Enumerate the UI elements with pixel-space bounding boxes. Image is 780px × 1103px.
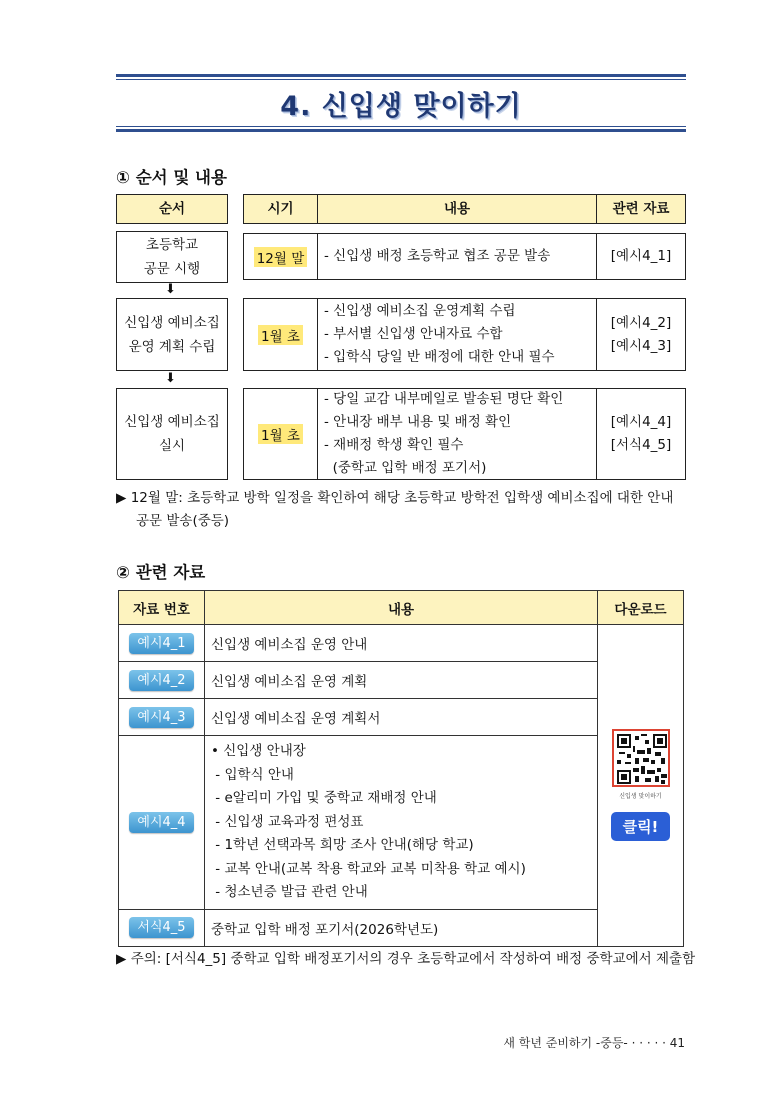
material-link[interactable]: 예시4_2 [129,670,193,691]
title-rule [116,79,686,80]
step-row [243,388,686,480]
desc-line: - 신입생 교육과정 편성표 [211,813,364,830]
section2-heading: ② 관련 자료 [116,563,206,582]
content-line: - 안내장 배부 내용 및 배정 확인 [324,414,512,430]
material-desc: 신입생 예비소집 운영 안내 [205,625,598,662]
step-name-line: 운영 계획 수립 [128,338,216,355]
header-content: 내용 [317,194,597,224]
section1-note [116,487,688,533]
material-link[interactable]: 예시4_1 [129,633,193,654]
time-highlight: 1월 초 [258,325,303,345]
step-time [244,234,318,279]
step-row [243,298,686,371]
step-name-line: 신입생 예비소집 [124,414,220,430]
header-content: 내용 [205,591,598,625]
content-line: (중학교 입학 배정 포기서) [324,460,487,476]
step-refs [597,299,685,370]
desc-line: - 청소년증 발급 관련 안내 [211,884,368,900]
step-content [318,234,597,279]
content-line: - 부서별 신입생 안내자료 수합 [324,326,503,342]
step-content [318,299,597,370]
material-desc [205,736,598,910]
step-name-line: 신입생 예비소집 [124,314,220,331]
table-row [119,625,684,662]
ref-item: [예시4_3] [610,337,672,354]
step-name [116,298,228,371]
section2-note [116,948,706,971]
step-row [243,233,686,280]
content-line: - 신입생 예비소집 운영계획 수립 [324,303,516,319]
ref-item: [서식4_5] [610,437,672,453]
step-name [116,388,228,480]
ref-item: [예시4_1] [610,248,672,264]
time-highlight: 12월 말 [254,247,308,267]
desc-line: - 입학식 안내 [211,766,294,783]
step-refs [597,389,685,479]
qr-caption: 신입생 맞이하기 [619,793,662,801]
material-desc: 신입생 예비소집 운영 계획서 [205,699,598,736]
content-line: - 입학식 당일 반 배정에 대한 안내 필수 [324,349,555,365]
step-name [116,231,228,283]
material-link[interactable]: 예시4_4 [129,812,193,833]
step-name-line: 초등학교 [145,237,199,253]
title-rule [116,74,686,77]
step-time [244,299,318,370]
header-download: 다운로드 [598,591,684,625]
material-link[interactable]: 예시4_3 [129,707,193,728]
note-text: 12월 말: 초등학교 방학 일정을 확인하여 해당 초등학교 방학전 입학생 예비소집에 대한 안내 [130,490,674,506]
title-rule [116,126,686,127]
time-highlight: 1월 초 [258,424,303,444]
qr-code-icon[interactable] [612,729,670,787]
content-line: - 신입생 배정 초등학교 협조 공문 발송 [324,248,551,264]
desc-line: - 교복 안내(교복 착용 학교와 교복 미착용 학교 예시) [211,860,526,877]
ref-item: [예시4_4] [610,414,672,430]
qr-code-graphic [617,734,667,784]
header-order: 순서 [116,194,228,224]
desc-line: - 1학년 선택과목 희망 조사 안내(해당 학교) [211,837,474,853]
header-time: 시기 [243,194,318,224]
content-line: - 재배정 학생 확인 필수 [324,437,464,453]
down-arrow-icon: ⬇ [165,371,176,386]
step-time [244,389,318,479]
ref-item: [예시4_2] [610,314,672,331]
desc-line: - e알리미 가입 및 중학교 재배정 안내 [211,790,437,806]
note-text: 공문 발송(중등) [136,513,230,529]
header-ref: 관련 자료 [596,194,686,224]
step-name-line: 실시 [158,438,186,454]
title-rule [116,129,686,132]
triangle-marker-icon: ▶ [116,490,127,506]
triangle-marker-icon: ▶ [116,951,127,967]
material-link[interactable]: 서식4_5 [129,917,193,938]
download-button[interactable]: 클릭! [611,812,671,841]
note-text: 주의: [서식4_5] 중학교 입학 배정포기서의 경우 초등학교에서 작성하여 배정 중학교에서 제출함 [130,951,696,967]
desc-line: • 신입생 안내장 [211,743,306,759]
down-arrow-icon: ⬇ [165,282,176,297]
step-name-line: 공문 시행 [143,261,201,277]
page-title: 4. 신입생 맞이하기 [280,91,522,122]
page-footer: 새 학년 준비하기 -중등- · · · · · 41 [503,1036,685,1050]
title-banner [116,74,686,132]
section1-heading: ① 순서 및 내용 [116,168,227,187]
step-refs [597,234,685,279]
step-content [318,389,597,479]
download-cell [598,625,684,947]
content-line: - 당일 교감 내부메일로 발송된 명단 확인 [324,391,564,407]
material-desc: 중학교 입학 배정 포기서(2026학년도) [205,909,598,946]
header-num: 자료 번호 [119,591,205,625]
materials-table [118,590,684,947]
material-desc: 신입생 예비소집 운영 계획 [205,662,598,699]
